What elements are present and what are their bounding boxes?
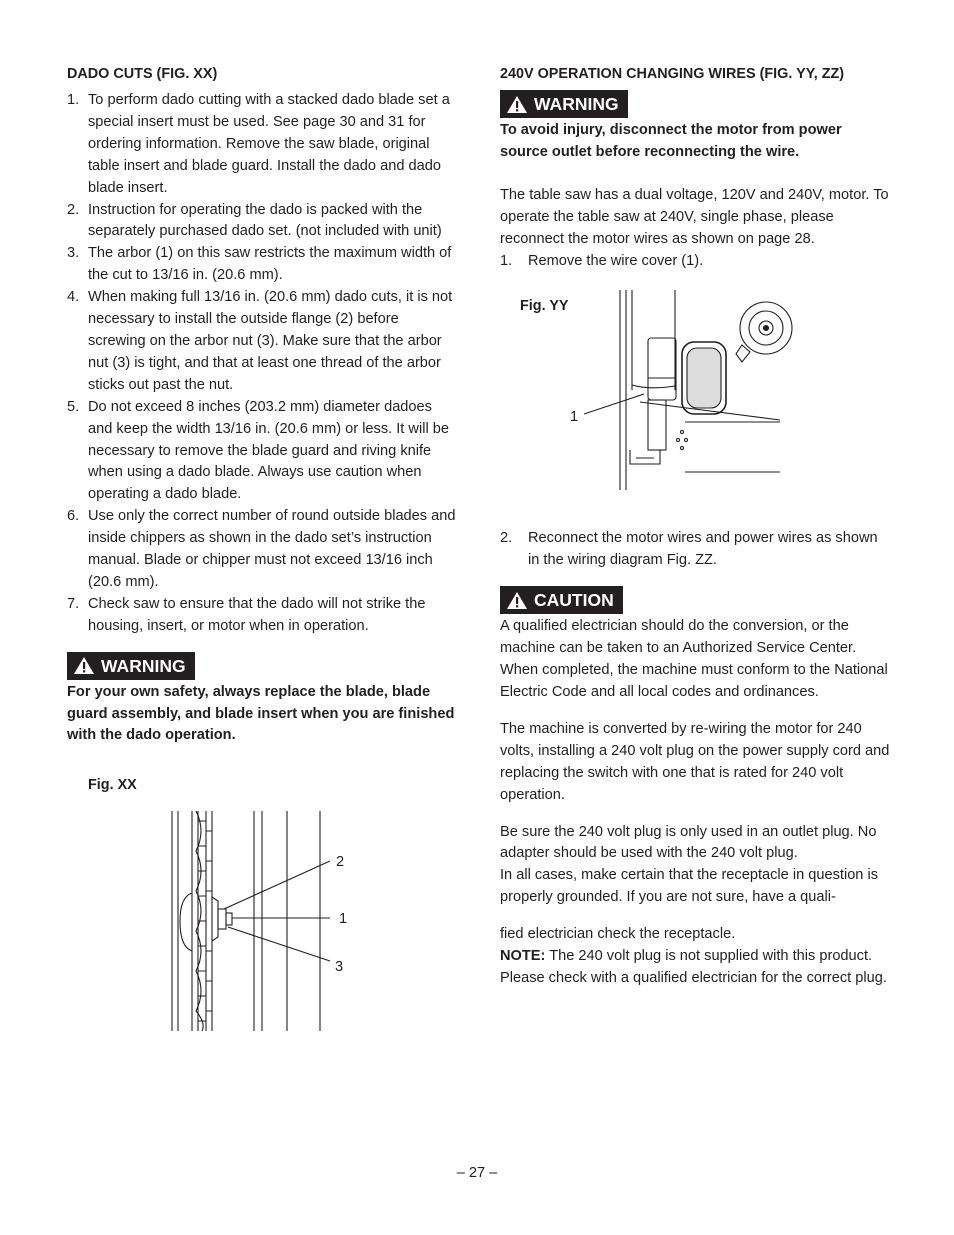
figure-label: Fig. XX xyxy=(88,777,137,794)
warning-text: For your own safety, always replace the blade, blade guard assembly, and blade insert when you are finished with the dado operation. xyxy=(67,683,455,744)
right-column xyxy=(500,64,892,990)
page-number: – 27 – xyxy=(456,1165,498,1181)
plug-paragraph: Be sure the 240 volt plug is only used in an outlet plug. No adapter should be used with the 240 volt plug. xyxy=(500,823,877,862)
caution-label: CAUTION xyxy=(534,590,614,611)
caution-triangle-icon xyxy=(506,591,528,610)
dado-cuts-heading: DADO CUTS (FIG. XX) xyxy=(67,66,218,82)
steps-list xyxy=(500,251,892,273)
caution-badge xyxy=(500,586,892,614)
callout-1: 1 xyxy=(570,409,579,426)
callout-2: 2 xyxy=(336,854,345,871)
warning-label: WARNING xyxy=(534,94,619,114)
steps-list xyxy=(500,528,892,572)
list-item: 2. Instruction for operating the dado is packed with the separately purchased dado set. (not included with unit) xyxy=(67,201,442,240)
note-text: The 240 volt plug is not supplied with this product. Please check with a qualified electrician for the correct plug. xyxy=(500,948,887,986)
warning-triangle-icon xyxy=(506,95,528,114)
240v-heading: 240V OPERATION CHANGING WIRES (FIG. YY, ZZ) xyxy=(500,66,845,82)
list-item: 7. Check saw to ensure that the dado will not strike the housing, insert, or motor when in operation. xyxy=(67,595,426,634)
warning-text: To avoid injury, disconnect the motor from power source outlet before reconnecting the wire. xyxy=(500,122,842,160)
figure-label: Fig. YY xyxy=(520,298,569,315)
list-item: 1. To perform dado cutting with a stacked dado blade set a special insert must be used. See page 30 and 31 for ordering information. Remove the saw blade, original table insert and blade guard. Install the dado and dado blade insert. xyxy=(67,92,450,196)
fig-yy-block xyxy=(500,290,892,528)
list-item: 1. Remove the wire cover (1). xyxy=(500,252,704,269)
warning-badge xyxy=(67,652,459,680)
note-paragraph xyxy=(500,946,892,990)
note-label: NOTE: xyxy=(500,948,546,965)
left-column xyxy=(67,64,459,1031)
callout-1: 1 xyxy=(339,911,348,928)
receptacle-paragraph: fied electrician check the receptacle. xyxy=(500,926,736,943)
list-item: 4. When making full 13/16 in. (20.6 mm) dado cuts, it is not necessary to install the outside flange (2) before screwing on the arbor nut (3). Make sure that the arbor nut (3) is tight, and that at least one thread of the arbor sticks out past the nut. xyxy=(67,289,453,393)
callout-3: 3 xyxy=(335,959,344,976)
intro-paragraph: The table saw has a dual voltage, 120V and 240V, motor. To operate the table saw at 240V, single phase, please reconnect the motor wires as shown on page 28. xyxy=(500,186,889,247)
list-item: 2. Reconnect the motor wires and power wires as shown in the wiring diagram Fig. ZZ. xyxy=(500,530,878,569)
fig-yy-wire-cover-diagram xyxy=(570,290,870,510)
warning-triangle-icon xyxy=(73,656,95,675)
warning-label: WARNING xyxy=(101,655,186,676)
list-item: 6. Use only the correct number of round outside blades and inside chippers as shown in the dado set’s instruction manual. Blade or chipper must not exceed 13/16 inch (20.6 mm). xyxy=(67,508,456,590)
fig-xx-dado-diagram xyxy=(162,801,462,1031)
grounding-paragraph: In all cases, make certain that the receptacle in question is properly grounded. If you are not sure, have a quali- xyxy=(500,867,879,906)
dado-steps-list xyxy=(67,90,459,638)
caution-text: A qualified electrician should do the conversion, or the machine can be taken to an Authorized Service Center. When completed, the machine must conform to the National Electric Code and all local codes and ordinances. xyxy=(500,618,888,700)
warning-badge xyxy=(500,90,892,118)
list-item: 5. Do not exceed 8 inches (203.2 mm) diameter dadoes and keep the width 13/16 in. (20.6 mm) or less. It will be necessary to remove the blade guard and riving knife when using a dado blade. Always use caution when operating a dado blade. xyxy=(67,398,449,503)
list-item: 3. The arbor (1) on this saw restricts the maximum width of the cut to 13/16 in. (20.6 mm). xyxy=(67,245,452,284)
conversion-paragraph: The machine is converted by re-wiring the motor for 240 volts, installing a 240 volt plug on the power supply cord and replacing the switch with one that is rated for 240 volt operation. xyxy=(500,720,890,803)
